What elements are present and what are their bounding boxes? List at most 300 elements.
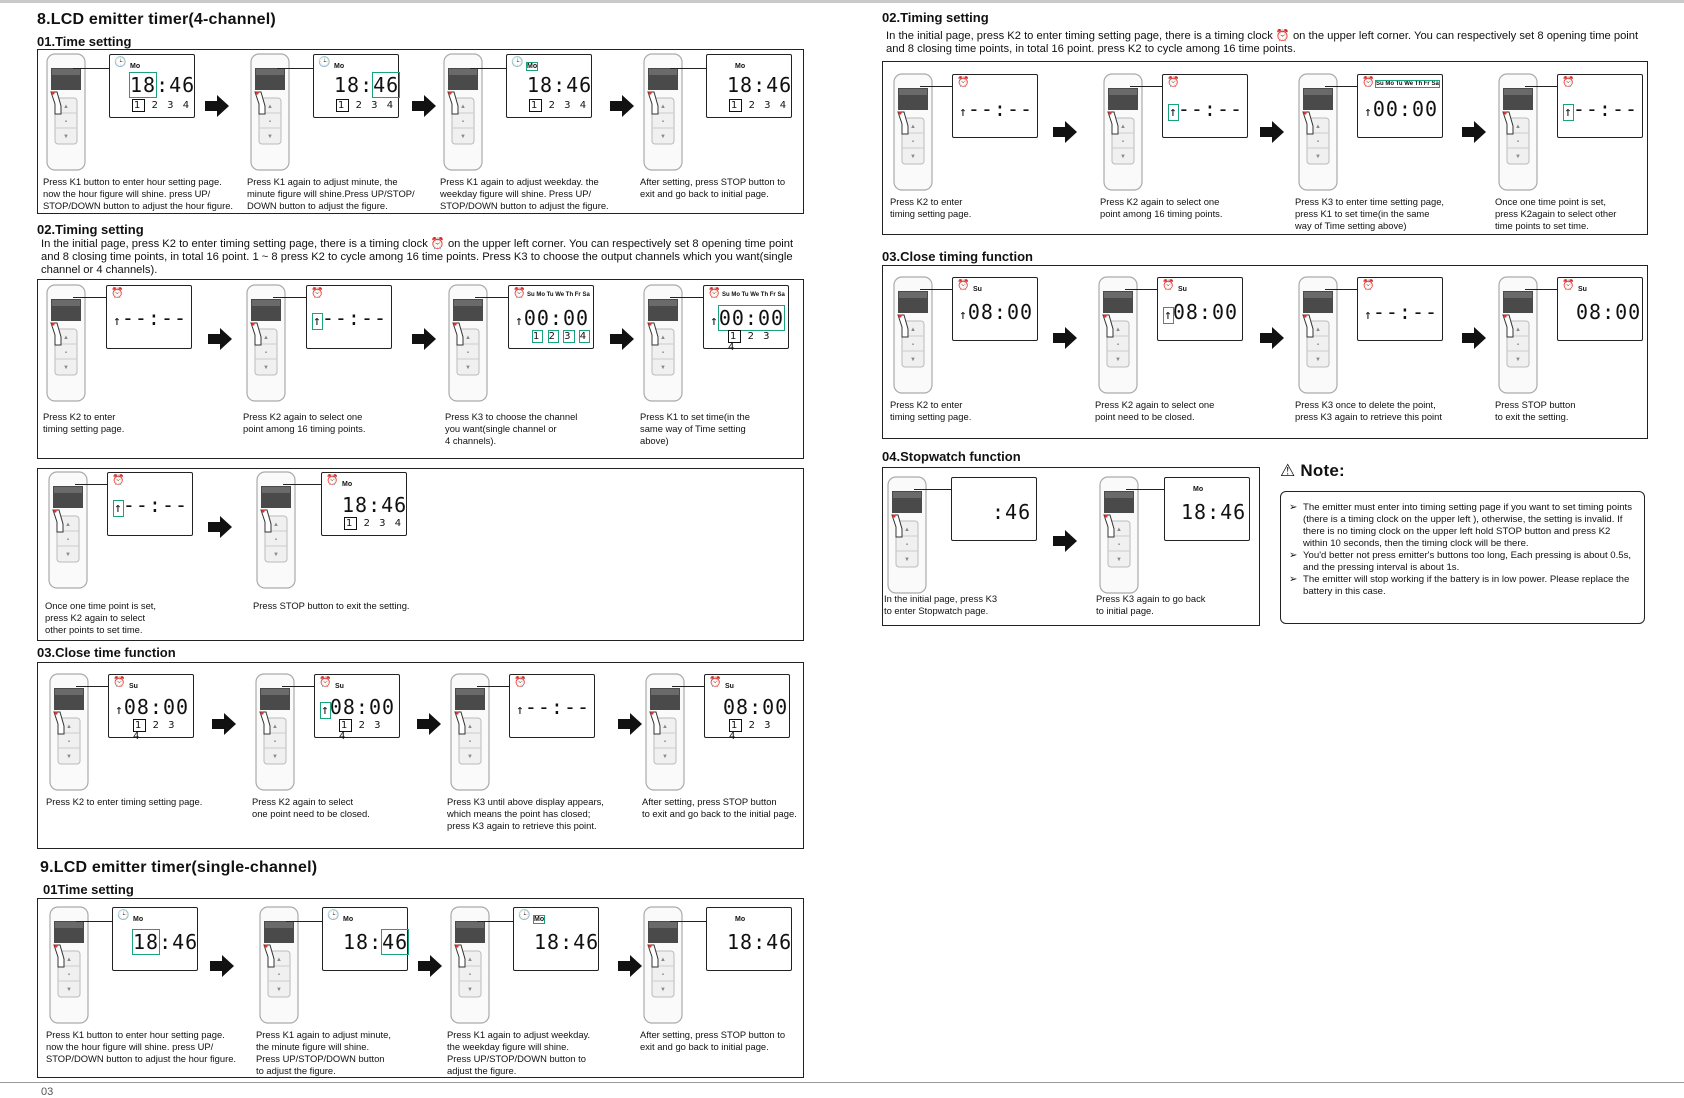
svg-text:▼: ▼ bbox=[1515, 154, 1521, 160]
svg-text:▪: ▪ bbox=[1316, 342, 1320, 348]
timing-point-indicator: ↑ bbox=[313, 314, 322, 329]
weekday-label: Mo bbox=[527, 63, 538, 70]
alarm-clock-icon: ⏰ bbox=[111, 288, 124, 299]
s8-03-title: 03.Close time function bbox=[37, 645, 176, 660]
r-s02-title: 02.Timing setting bbox=[882, 10, 989, 25]
step-caption: Press K2 again to select one point need to be closed. bbox=[1095, 399, 1215, 422]
alarm-clock-icon: ⏰ bbox=[957, 280, 970, 291]
weekday-label: Mo bbox=[735, 916, 746, 923]
svg-text:▪: ▪ bbox=[274, 537, 278, 543]
svg-text:▼: ▼ bbox=[910, 154, 916, 160]
s9-01-title: 01Time setting bbox=[43, 882, 134, 897]
remote-illustration-icon bbox=[256, 905, 302, 1025]
remote-illustration-icon bbox=[640, 52, 686, 172]
channel-indicators: 1 2 3 4 bbox=[346, 518, 405, 529]
connector-line bbox=[1325, 289, 1357, 290]
svg-text:▲: ▲ bbox=[263, 335, 269, 341]
svg-text:▲: ▲ bbox=[63, 104, 69, 110]
right-arrow-icon bbox=[1462, 121, 1486, 143]
lcd-display bbox=[306, 285, 392, 349]
weekday-label: Su bbox=[1178, 286, 1187, 293]
right-arrow-icon bbox=[208, 516, 232, 538]
svg-text:▼: ▼ bbox=[1315, 154, 1321, 160]
connector-line bbox=[914, 489, 951, 490]
svg-text:▪: ▪ bbox=[66, 537, 70, 543]
alarm-clock-icon: ⏰ bbox=[1362, 77, 1375, 88]
clock-icon: 🕒 bbox=[117, 910, 130, 921]
svg-text:▪: ▪ bbox=[273, 739, 277, 745]
connector-line bbox=[477, 921, 513, 922]
right-arrow-icon bbox=[1053, 121, 1077, 143]
svg-text:▼: ▼ bbox=[1116, 557, 1122, 563]
connector-line bbox=[920, 86, 952, 87]
lcd-time: :46 bbox=[992, 500, 1032, 524]
lcd-display bbox=[704, 674, 790, 742]
alarm-clock-icon: ⏰ bbox=[1562, 77, 1575, 88]
lcd-display bbox=[106, 285, 192, 349]
svg-text:▼: ▼ bbox=[63, 134, 69, 140]
svg-text:▲: ▲ bbox=[460, 104, 466, 110]
lcd-time: 08:00 bbox=[1576, 300, 1642, 324]
lcd-display bbox=[952, 74, 1038, 138]
lcd-display bbox=[1357, 277, 1443, 341]
lcd-time: ↑08:00 bbox=[959, 300, 1034, 324]
svg-text:▪: ▪ bbox=[911, 139, 915, 145]
lcd-time: 18:46 bbox=[1181, 500, 1247, 524]
alarm-clock-icon: ⏰ bbox=[514, 677, 527, 688]
clock-icon: 🕒 bbox=[318, 57, 331, 68]
connector-line bbox=[1130, 86, 1162, 87]
connector-line bbox=[75, 484, 107, 485]
svg-text:▼: ▼ bbox=[276, 987, 282, 993]
section-9-title: 9.LCD emitter timer(single-channel) bbox=[40, 859, 318, 876]
remote-illustration-icon bbox=[247, 52, 293, 172]
step-caption: Press STOP button to exit the setting. bbox=[1495, 399, 1576, 422]
note-title: Note: bbox=[1300, 461, 1345, 480]
step-caption: Press K3 until above display appears, which means the point has closed; press K3 again to retrieve this point. bbox=[447, 796, 604, 831]
right-arrow-icon bbox=[1462, 327, 1486, 349]
note-box bbox=[1280, 491, 1645, 624]
svg-text:▼: ▼ bbox=[1120, 154, 1126, 160]
timing-point-indicator: ↑ bbox=[114, 501, 123, 516]
timing-point-indicator: ↑ bbox=[115, 703, 124, 718]
svg-text:▲: ▲ bbox=[660, 335, 666, 341]
remote-illustration-icon bbox=[1495, 275, 1541, 395]
lcd-time: ↑08:00 bbox=[115, 695, 190, 719]
svg-text:▼: ▼ bbox=[660, 987, 666, 993]
svg-text:▲: ▲ bbox=[273, 522, 279, 528]
lcd-time: 18:46 bbox=[527, 73, 593, 97]
lcd-display bbox=[322, 907, 408, 971]
timing-point-indicator: ↑ bbox=[113, 314, 122, 329]
alarm-clock-icon: ⏰ bbox=[319, 677, 332, 688]
svg-text:▪: ▪ bbox=[268, 119, 272, 125]
lcd-display bbox=[506, 54, 592, 118]
remote-illustration-icon bbox=[890, 72, 936, 192]
connector-line bbox=[76, 686, 108, 687]
svg-text:▪: ▪ bbox=[911, 342, 915, 348]
timing-point-indicator: ↑ bbox=[1364, 308, 1373, 323]
connector-line bbox=[282, 686, 314, 687]
svg-text:▲: ▲ bbox=[1315, 124, 1321, 130]
svg-text:▼: ▼ bbox=[467, 987, 473, 993]
right-arrow-icon bbox=[1053, 327, 1077, 349]
weekdays-label: Su Mo Tu We Th Fr Sa bbox=[1376, 81, 1439, 87]
right-arrow-icon bbox=[412, 95, 436, 117]
clock-icon: 🕒 bbox=[511, 57, 524, 68]
remote-illustration-icon bbox=[1095, 275, 1141, 395]
svg-text:▼: ▼ bbox=[65, 552, 71, 558]
timing-point-indicator: ↑ bbox=[959, 308, 968, 323]
weekday-label: Mo bbox=[133, 916, 144, 923]
timing-point-indicator: ↑ bbox=[1169, 105, 1178, 120]
svg-text:▲: ▲ bbox=[65, 522, 71, 528]
weekdays-label: Su Mo Tu We Th Fr Sa bbox=[722, 292, 785, 298]
connector-line bbox=[477, 686, 509, 687]
channel-indicators: 1 2 3 4 bbox=[338, 100, 397, 111]
lcd-display bbox=[1162, 74, 1248, 138]
r-s03-title: 03.Close timing function bbox=[882, 249, 1033, 264]
svg-text:▼: ▼ bbox=[1115, 357, 1121, 363]
clock-icon: 🕒 bbox=[518, 910, 531, 921]
lcd-time: 18:46 bbox=[727, 930, 793, 954]
right-arrow-icon bbox=[210, 955, 234, 977]
remote-illustration-icon bbox=[243, 283, 289, 403]
connector-line bbox=[920, 289, 952, 290]
alarm-clock-icon: ⏰ bbox=[1562, 280, 1575, 291]
lcd-time: 18:46 bbox=[130, 73, 196, 97]
timing-point-indicator: ↑ bbox=[1364, 105, 1373, 120]
svg-text:▪: ▪ bbox=[1116, 342, 1120, 348]
bullet-arrow-icon: ➢ bbox=[1289, 574, 1298, 585]
remote-illustration-icon bbox=[447, 905, 493, 1025]
alarm-clock-icon: ⏰ bbox=[513, 288, 526, 299]
svg-text:▼: ▼ bbox=[467, 754, 473, 760]
remote-illustration-icon bbox=[440, 52, 486, 172]
weekday-label: Mo bbox=[735, 63, 746, 70]
svg-text:▲: ▲ bbox=[1115, 327, 1121, 333]
lcd-time: ↑--:-- bbox=[113, 306, 188, 330]
step-caption: After setting, press STOP button to exit and go back to initial page. bbox=[640, 176, 786, 199]
r-s04-title: 04.Stopwatch function bbox=[882, 449, 1021, 464]
remote-illustration-icon bbox=[1495, 72, 1541, 192]
lcd-time: 18:46 bbox=[342, 493, 408, 517]
svg-text:▲: ▲ bbox=[276, 957, 282, 963]
step-caption: Press K2 to enter timing setting page. bbox=[43, 411, 125, 434]
top-rule bbox=[0, 0, 1684, 3]
svg-text:▲: ▲ bbox=[910, 327, 916, 333]
svg-text:▪: ▪ bbox=[461, 119, 465, 125]
svg-text:▪: ▪ bbox=[67, 972, 71, 978]
weekday-label: Su bbox=[129, 683, 138, 690]
weekday-label: Mo bbox=[334, 63, 345, 70]
lcd-display bbox=[107, 472, 193, 536]
channel-indicators: 1 2 3 4 bbox=[729, 720, 774, 742]
right-arrow-icon bbox=[1260, 121, 1284, 143]
svg-text:▪: ▪ bbox=[67, 739, 71, 745]
connector-line bbox=[273, 297, 306, 298]
channel-indicators: 1 2 3 4 bbox=[133, 720, 178, 742]
bullet-arrow-icon: ➢ bbox=[1289, 502, 1298, 513]
lcd-display bbox=[313, 54, 399, 118]
svg-text:▼: ▼ bbox=[63, 365, 69, 371]
svg-text:▲: ▲ bbox=[465, 335, 471, 341]
svg-text:▲: ▲ bbox=[660, 104, 666, 110]
bullet-arrow-icon: ➢ bbox=[1289, 550, 1298, 561]
remote-illustration-icon bbox=[43, 283, 89, 403]
alarm-clock-icon: ⏰ bbox=[326, 475, 339, 486]
timing-point-indicator: ↑ bbox=[1564, 105, 1573, 120]
connector-line bbox=[670, 68, 706, 69]
step-caption: Press K2 to enter timing setting page. bbox=[46, 796, 203, 807]
svg-text:▲: ▲ bbox=[1116, 527, 1122, 533]
lcd-display bbox=[706, 907, 792, 971]
right-arrow-icon bbox=[205, 95, 229, 117]
lcd-display bbox=[108, 674, 194, 742]
lcd-display bbox=[952, 277, 1038, 341]
note-item: ➢ You'd better not press emitter's buttons too long, Each pressing is about 0.5s, and the pressing interval is about 1s. bbox=[1289, 550, 1632, 573]
connector-line bbox=[1525, 289, 1557, 290]
channel-indicators: 1 2 3 4 bbox=[134, 100, 193, 111]
svg-text:▪: ▪ bbox=[661, 119, 665, 125]
lcd-time: 18:46 bbox=[727, 73, 793, 97]
svg-text:▼: ▼ bbox=[465, 365, 471, 371]
s8-02-title: 02.Timing setting bbox=[37, 222, 144, 237]
lcd-time: ↑00:00 bbox=[1364, 97, 1439, 121]
alarm-clock-icon: ⏰ bbox=[1362, 280, 1375, 291]
r-s02-paragraph: In the initial page, press K2 to enter timing setting page, there is a timing clock ⏰ on the upper left corner. You can respectively set 8 opening time point and 8 closing time points, in total 16 point. press K2 to cycle among 16 time points. bbox=[886, 30, 1639, 55]
page-number: 03 bbox=[41, 1086, 54, 1098]
channel-indicators: 1 2 3 4 bbox=[339, 720, 384, 742]
svg-text:▪: ▪ bbox=[661, 350, 665, 356]
note-item: ➢ The emitter will stop working if the battery is in low power. Please replace the battery in this case. bbox=[1289, 574, 1630, 597]
step-caption: In the initial page, press K3 to enter Stopwatch page. bbox=[884, 593, 998, 616]
right-arrow-icon bbox=[418, 955, 442, 977]
right-arrow-icon bbox=[417, 713, 441, 735]
right-arrow-icon bbox=[412, 328, 436, 350]
remote-illustration-icon bbox=[43, 52, 89, 172]
svg-text:▲: ▲ bbox=[272, 724, 278, 730]
svg-text:▪: ▪ bbox=[1316, 139, 1320, 145]
svg-text:▼: ▼ bbox=[660, 365, 666, 371]
svg-text:▲: ▲ bbox=[1315, 327, 1321, 333]
timing-point-indicator: ↑ bbox=[321, 703, 330, 718]
lcd-display bbox=[1557, 277, 1643, 341]
lcd-time: ↑--:-- bbox=[1364, 300, 1439, 324]
timing-point-indicator: ↑ bbox=[515, 314, 524, 329]
remote-illustration-icon bbox=[252, 672, 298, 792]
connector-line bbox=[73, 297, 106, 298]
right-arrow-icon bbox=[208, 328, 232, 350]
step-caption: Press K2 again to select one point among 16 timing points. bbox=[243, 411, 366, 434]
svg-text:▼: ▼ bbox=[910, 357, 916, 363]
alarm-clock-icon: ⏰ bbox=[957, 77, 970, 88]
weekdays-label: Su Mo Tu We Th Fr Sa bbox=[527, 292, 590, 298]
connector-line bbox=[470, 68, 506, 69]
remote-illustration-icon bbox=[45, 470, 91, 590]
lcd-time: 18:46 bbox=[334, 73, 400, 97]
channel-indicators: 1 2 3 4 bbox=[728, 331, 773, 353]
lcd-display bbox=[703, 285, 789, 353]
remote-illustration-icon bbox=[46, 672, 92, 792]
step-caption: Press K1 again to adjust weekday. the weekday figure will shine. Press UP/ STOP/DOWN button to adjust the figure. bbox=[440, 176, 609, 211]
svg-text:▪: ▪ bbox=[264, 350, 268, 356]
step-caption: Press K1 again to adjust minute, the minute figure will shine.Press UP/STOP/ DOWN button to adjust the figure. bbox=[247, 176, 415, 211]
svg-text:▪: ▪ bbox=[1516, 139, 1520, 145]
svg-text:▼: ▼ bbox=[66, 987, 72, 993]
weekday-label: Su bbox=[725, 683, 734, 690]
svg-text:▪: ▪ bbox=[277, 972, 281, 978]
lcd-time: 18:46 bbox=[534, 930, 600, 954]
step-caption: Press STOP button to exit the setting. bbox=[253, 600, 410, 611]
lcd-time: ↑--:-- bbox=[1564, 97, 1639, 121]
step-caption: Press K3 to choose the channel you want(single channel or 4 channels). bbox=[445, 411, 578, 446]
note-item: ➢ The emitter must enter into timing setting page if you want to set timing points (there is a timing clock on the upper left ), otherwise, the setting is invalid. If there is no timing clock on the upper left hold STOP button and press K2 within 10 seconds, then the timing clock will be there. bbox=[1289, 502, 1633, 549]
connector-line bbox=[283, 484, 321, 485]
remote-illustration-icon bbox=[447, 672, 493, 792]
alarm-clock-icon: ⏰ bbox=[1167, 77, 1180, 88]
svg-text:▲: ▲ bbox=[1120, 124, 1126, 130]
step-caption: Press K2 again to select one point among 16 timing points. bbox=[1100, 196, 1223, 219]
svg-text:▪: ▪ bbox=[661, 972, 665, 978]
right-arrow-icon bbox=[1053, 530, 1077, 552]
svg-text:▪: ▪ bbox=[466, 350, 470, 356]
remote-illustration-icon bbox=[46, 905, 92, 1025]
svg-text:▪: ▪ bbox=[905, 542, 909, 548]
section-8-title: 8.LCD emitter timer(4-channel) bbox=[37, 11, 276, 28]
lcd-display bbox=[112, 907, 198, 971]
step-caption: Press K1 button to enter hour setting page. now the hour figure will shine. press UP/ STOP/DOWN button to adjust the hour figure. bbox=[46, 1029, 237, 1064]
svg-text:▪: ▪ bbox=[468, 972, 472, 978]
lcd-display bbox=[509, 674, 595, 738]
svg-text:▼: ▼ bbox=[904, 557, 910, 563]
alarm-clock-icon: ⏰ bbox=[709, 677, 722, 688]
svg-text:▼: ▼ bbox=[66, 754, 72, 760]
s8-01-title: 01.Time setting bbox=[37, 34, 132, 49]
svg-text:▪: ▪ bbox=[663, 739, 667, 745]
connector-line bbox=[286, 921, 322, 922]
lcd-display bbox=[1357, 74, 1443, 138]
remote-illustration-icon bbox=[445, 283, 491, 403]
svg-text:▲: ▲ bbox=[662, 724, 668, 730]
step-caption: After setting, press STOP button to exit and go back to initial page. bbox=[640, 1029, 786, 1052]
channel-indicators: 1 2 3 4 bbox=[731, 100, 790, 111]
svg-text:▲: ▲ bbox=[66, 724, 72, 730]
step-caption: Press K1 again to adjust minute, the minute figure will shine. Press UP/STOP/DOWN button to adjust the figure. bbox=[256, 1029, 391, 1076]
svg-text:▲: ▲ bbox=[1515, 124, 1521, 130]
step-caption: Press K2 again to select one point need to be closed. bbox=[252, 796, 370, 819]
step-caption: Press K1 again to adjust weekday. the weekday figure will shine. Press UP/STOP/DOWN button to adjust the figure. bbox=[447, 1029, 591, 1076]
right-arrow-icon bbox=[618, 713, 642, 735]
svg-text:▼: ▼ bbox=[273, 552, 279, 558]
step-caption: Press K2 to enter timing setting page. bbox=[890, 196, 972, 219]
remote-illustration-icon bbox=[640, 905, 686, 1025]
lcd-time: ↑--:-- bbox=[114, 493, 189, 517]
svg-text:▪: ▪ bbox=[468, 739, 472, 745]
step-caption: Once one time point is set, press K2again to select other time points to set time. bbox=[1495, 196, 1617, 231]
svg-text:▲: ▲ bbox=[467, 957, 473, 963]
timing-point-indicator: ↑ bbox=[1164, 308, 1173, 323]
remote-illustration-icon bbox=[253, 470, 299, 590]
lcd-display bbox=[513, 907, 599, 971]
svg-text:▲: ▲ bbox=[63, 335, 69, 341]
weekday-label: Su bbox=[335, 683, 344, 690]
svg-text:▼: ▼ bbox=[1515, 357, 1521, 363]
svg-text:▼: ▼ bbox=[460, 134, 466, 140]
svg-text:▲: ▲ bbox=[910, 124, 916, 130]
svg-text:▲: ▲ bbox=[1515, 327, 1521, 333]
svg-text:▼: ▼ bbox=[660, 134, 666, 140]
step-caption: Press K3 again to go back to initial page. bbox=[1096, 593, 1206, 616]
timing-point-indicator: ↑ bbox=[710, 314, 719, 329]
weekday-label: Mo bbox=[534, 916, 545, 923]
step-caption: Press K2 to enter timing setting page. bbox=[890, 399, 972, 422]
s8-02-paragraph: In the initial page, press K2 to enter timing setting page, there is a timing clock ⏰ on the upper left corner. You can respectively set 8 opening time point and 8 closing time points, in total 16 point. 1 ~ 8 press K2 to cycle among 16 time points. Press K3 to choose the output channels which you want(single channel or 4 channels). bbox=[41, 238, 794, 276]
svg-text:▪: ▪ bbox=[1121, 139, 1125, 145]
weekday-label: Mo bbox=[343, 916, 354, 923]
lcd-display bbox=[706, 54, 792, 118]
connector-line bbox=[672, 686, 704, 687]
connector-line bbox=[73, 68, 109, 69]
remote-illustration-icon bbox=[1100, 72, 1146, 192]
weekday-label: Mo bbox=[1193, 486, 1204, 493]
connector-line bbox=[1525, 86, 1557, 87]
svg-text:▪: ▪ bbox=[1516, 342, 1520, 348]
lcd-display bbox=[1157, 277, 1243, 341]
step-caption: Press K3 once to delete the point, press K3 again to retrieve this point bbox=[1295, 399, 1442, 422]
weekday-label: Su bbox=[973, 286, 982, 293]
connector-line bbox=[1126, 489, 1164, 490]
remote-illustration-icon bbox=[640, 283, 686, 403]
svg-text:▲: ▲ bbox=[267, 104, 273, 110]
svg-text:▲: ▲ bbox=[66, 957, 72, 963]
connector-line bbox=[670, 297, 703, 298]
warning-icon: ⚠ bbox=[1280, 461, 1296, 480]
timing-point-indicator: ↑ bbox=[959, 105, 968, 120]
lcd-time: ↑--:-- bbox=[1169, 97, 1244, 121]
svg-text:▲: ▲ bbox=[467, 724, 473, 730]
lcd-display bbox=[1557, 74, 1643, 138]
svg-text:▼: ▼ bbox=[662, 754, 668, 760]
lcd-display bbox=[321, 472, 407, 536]
weekday-label: Mo bbox=[342, 481, 353, 488]
lcd-time: 18:46 bbox=[133, 930, 199, 954]
clock-icon: 🕒 bbox=[327, 910, 340, 921]
step-caption: Once one time point is set, press K2 again to select other points to set time. bbox=[45, 600, 156, 635]
note-heading bbox=[1280, 461, 1345, 481]
lcd-time: 08:00 bbox=[723, 695, 789, 719]
alarm-clock-icon: ⏰ bbox=[708, 288, 721, 299]
lcd-display bbox=[951, 477, 1037, 541]
svg-text:▪: ▪ bbox=[64, 350, 68, 356]
lcd-time: ↑08:00 bbox=[1164, 300, 1239, 324]
step-caption: Press K3 to enter time setting page, press K1 to set time(in the same way of Time setting above) bbox=[1295, 196, 1445, 231]
svg-text:▪: ▪ bbox=[1117, 542, 1121, 548]
alarm-clock-icon: ⏰ bbox=[112, 475, 125, 486]
remote-illustration-icon bbox=[1295, 275, 1341, 395]
lcd-display bbox=[508, 285, 594, 349]
remote-illustration-icon bbox=[1096, 475, 1142, 595]
lcd-time: ↑--:-- bbox=[959, 97, 1034, 121]
svg-text:▼: ▼ bbox=[263, 365, 269, 371]
lcd-time: ↑--:-- bbox=[516, 695, 591, 719]
lcd-display bbox=[314, 674, 400, 742]
weekday-label: Mo bbox=[130, 63, 141, 70]
right-arrow-icon bbox=[610, 328, 634, 350]
lcd-time: ↑--:-- bbox=[313, 306, 388, 330]
clock-icon: 🕒 bbox=[114, 57, 127, 68]
svg-text:▲: ▲ bbox=[660, 957, 666, 963]
